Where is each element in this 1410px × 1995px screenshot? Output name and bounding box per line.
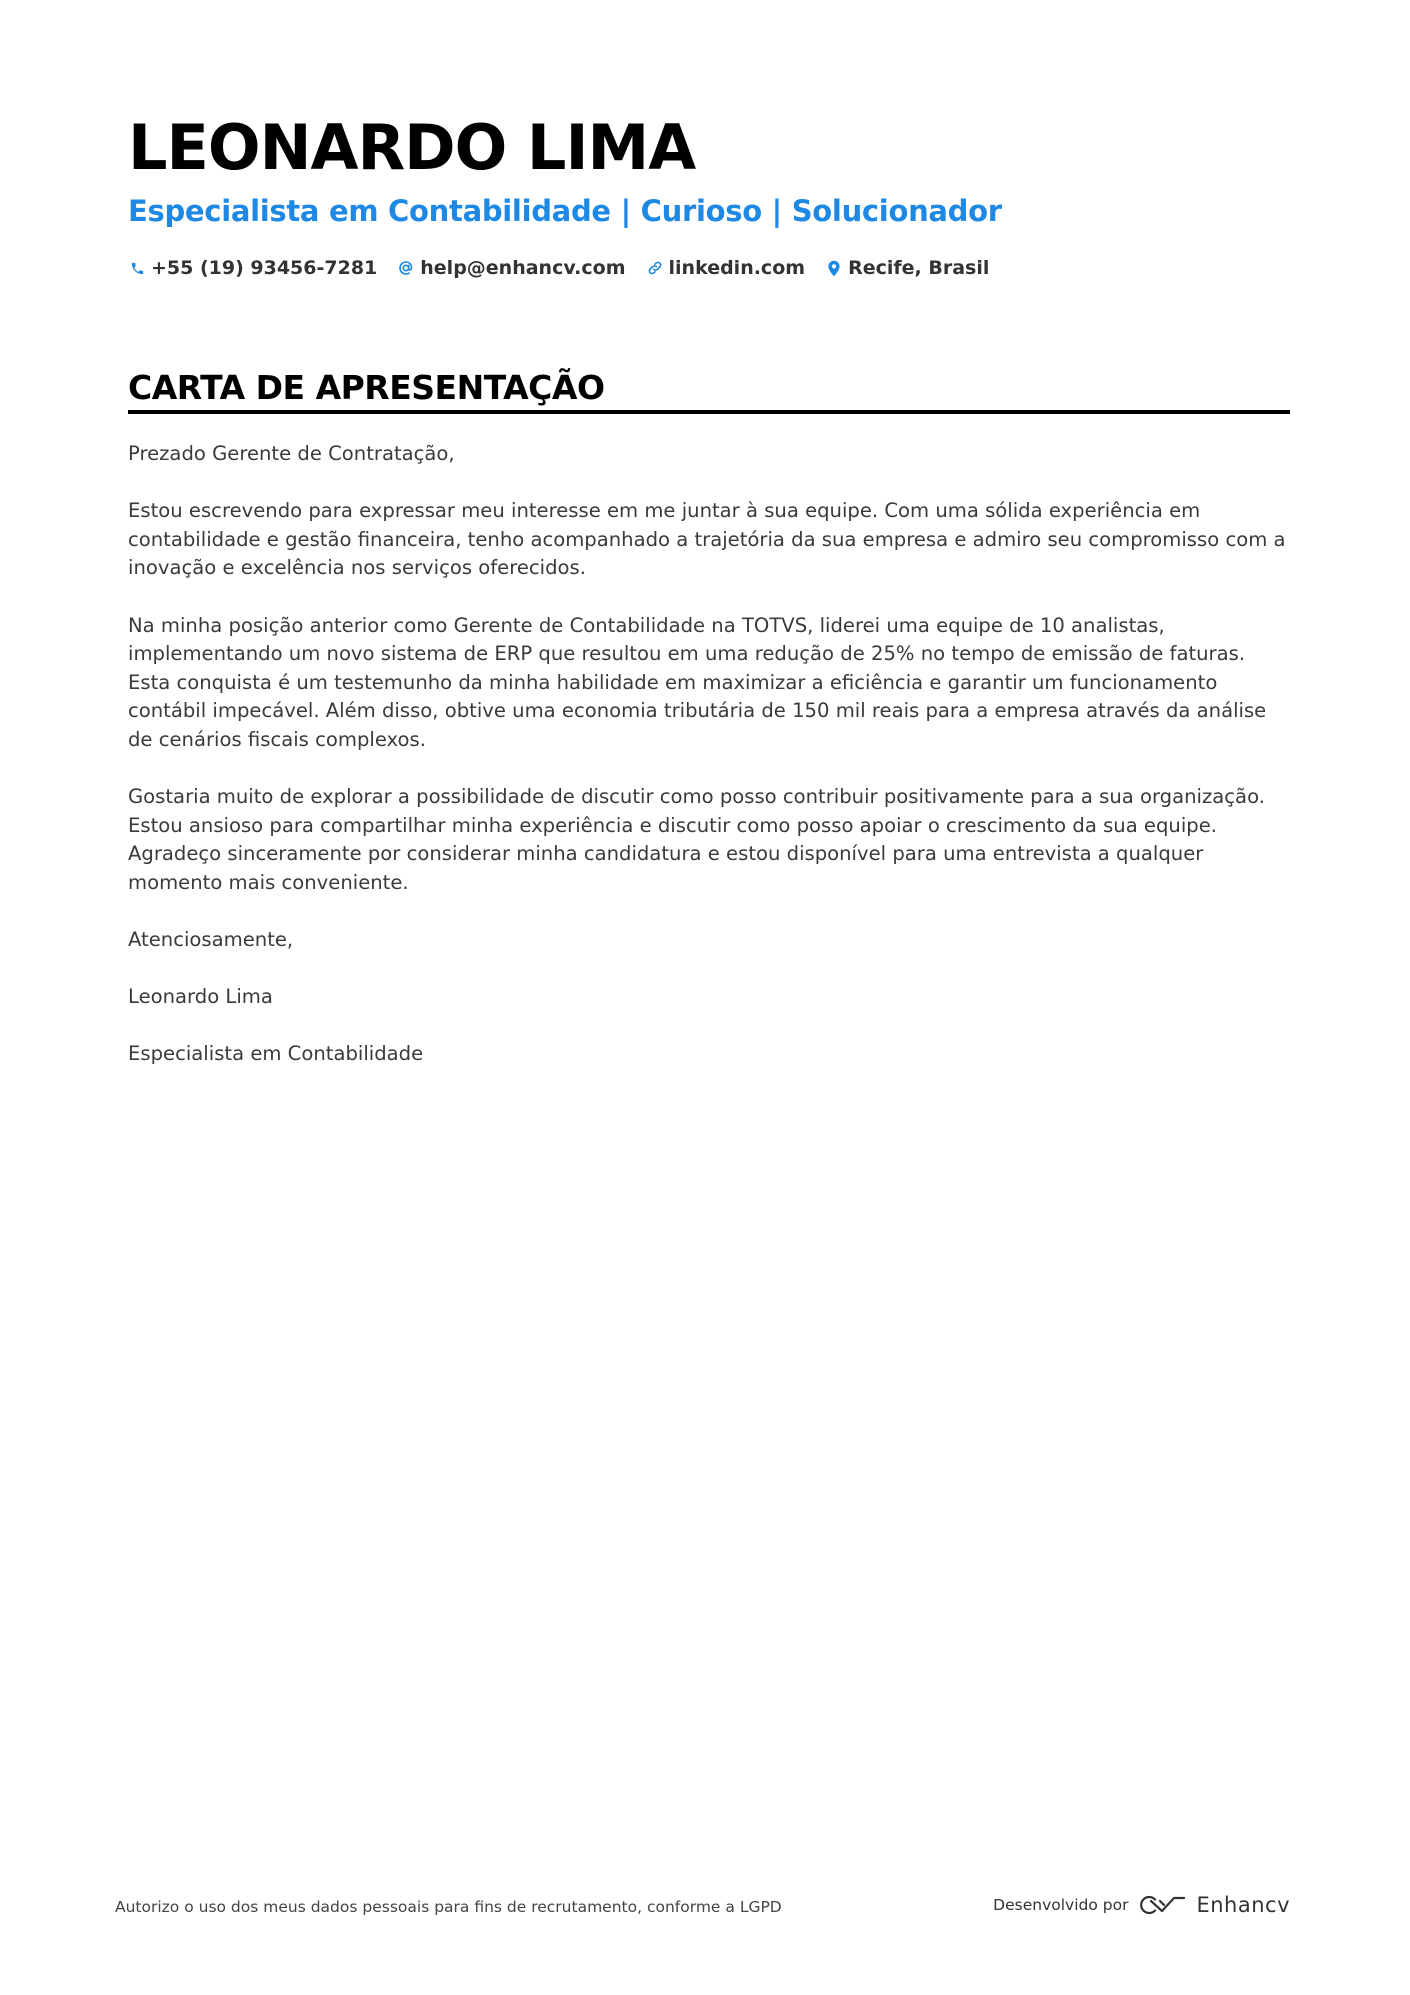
contact-linkedin[interactable] <box>646 257 806 279</box>
letter-paragraph: Gostaria muito de explorar a possibilidade de discutir como posso contribuir positivamente para a sua organização. Estou ansioso para compartilhar minha experiência e discutir como posso apoiar o crescimento da sua equipe. Agradeço sinceramente por considerar minha candidatura e estou disponível para uma entrevista a qualquer momento mais conveniente. <box>128 785 1265 894</box>
contact-email-text: help@enhancv.com <box>420 257 626 279</box>
phone-icon <box>128 259 146 277</box>
contact-email[interactable] <box>397 257 625 279</box>
letter-paragraph: Estou escrevendo para expressar meu interesse em me juntar à sua equipe. Com uma sólida experiência em contabilidade e gestão financeira, tenho acompanhado a trajetória da sua empresa e admiro seu compromisso com a inovação e excelência nos serviços oferecidos. <box>128 499 1286 580</box>
letter-body <box>128 440 1290 1098</box>
letter-paragraph: Na minha posição anterior como Gerente de Contabilidade na TOTVS, liderei uma equipe de 10 analistas, implementando um novo sistema de ERP que resultou em uma redução de 25% no tempo de emissão de faturas. Esta conquista é um testemunho da minha habilidade em maximizar a eficiência e garantir um funcionamento contábil impecável. Além disso, obtive uma economia tributária de 150 mil reais para a empresa através da análise de cenários fiscais complexos. <box>128 613 1267 751</box>
contact-info <box>128 254 1009 282</box>
signature-name: Leonardo Lima <box>128 985 273 1009</box>
section-title: CARTA DE APRESENTAÇÃO <box>128 368 605 407</box>
gdpr-consent-text: Autorizo o uso dos meus dados pessoais para fins de recrutamento, conforme a LGPD <box>115 1898 782 1916</box>
contact-phone[interactable] <box>128 257 377 279</box>
contact-linkedin-text: linkedin.com <box>668 257 806 279</box>
letter-closing: Atenciosamente, <box>128 928 294 952</box>
section-divider <box>128 410 1290 414</box>
candidate-name: LEONARDO LIMA <box>128 111 696 184</box>
cover-letter-page <box>128 0 1290 1995</box>
link-icon <box>646 259 664 277</box>
page-footer <box>115 1890 1290 1920</box>
powered-by[interactable] <box>993 1890 1290 1920</box>
contact-phone-text: +55 (19) 93456-7281 <box>151 257 378 279</box>
enhancv-logo-icon <box>1140 1893 1186 1917</box>
candidate-tagline: Especialista em Contabilidade | Curioso | Solucionador <box>128 194 1002 228</box>
letter-salutation: Prezado Gerente de Contratação, <box>128 442 455 465</box>
signature-title: Especialista em Contabilidade <box>128 1042 424 1066</box>
at-icon <box>397 259 415 277</box>
powered-by-label: Desenvolvido por <box>993 1896 1129 1914</box>
location-pin-icon <box>825 259 843 277</box>
enhancv-brand-name: Enhancv <box>1196 1893 1290 1917</box>
contact-location-text: Recife, Brasil <box>848 257 990 279</box>
contact-location <box>825 257 989 279</box>
